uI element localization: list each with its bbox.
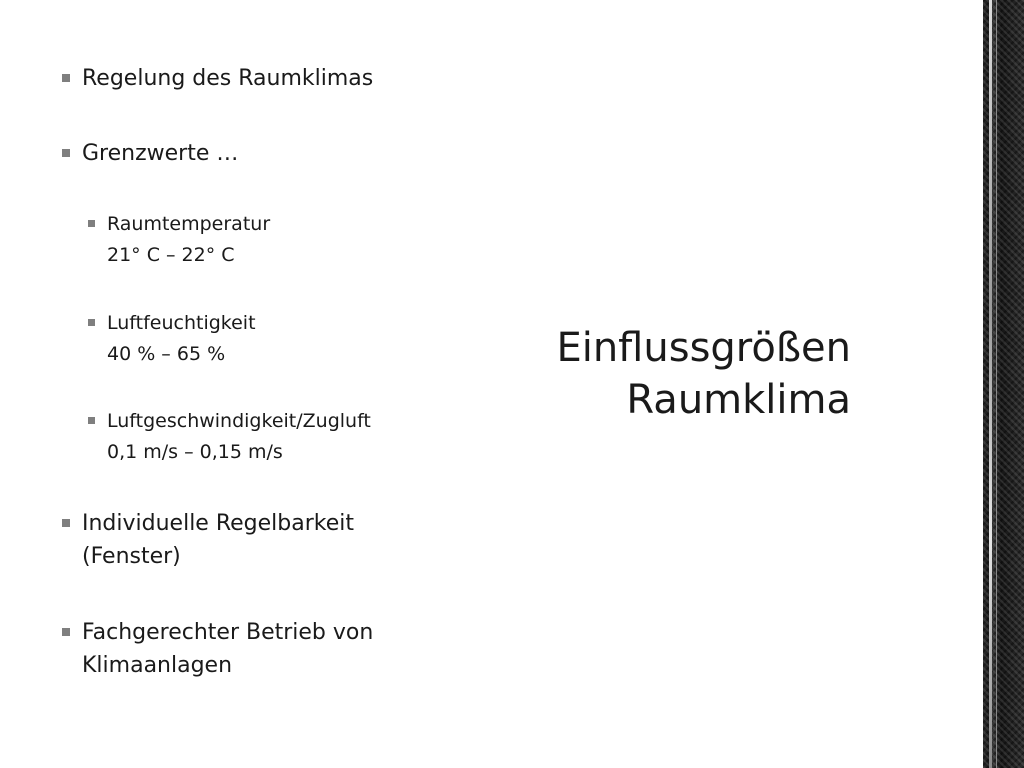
square-bullet-icon — [62, 628, 70, 636]
bullet-text: Regelung des Raumklimas — [82, 66, 374, 91]
sub-bullet-label: Raumtemperatur — [107, 213, 271, 235]
square-bullet-icon — [88, 319, 95, 326]
square-bullet-icon — [62, 74, 70, 82]
bullet-item-betrieb — [82, 616, 373, 682]
square-bullet-icon — [88, 220, 95, 227]
bullet-text: Individuelle Regelbarkeit — [82, 511, 355, 536]
slide-title-line-2: Raumklima — [626, 377, 851, 423]
sub-bullet-label: Luftfeuchtigkeit — [107, 312, 256, 334]
slide-title — [556, 322, 851, 426]
slide-title-line-1: Einflussgrößen — [556, 325, 851, 371]
bullet-item-grenzwerte — [82, 137, 238, 170]
sub-bullet-label: Luftgeschwindigkeit/Zugluft — [107, 410, 371, 432]
sub-bullet-luftfeuchtigkeit — [107, 308, 256, 370]
sub-bullet-value: 21° C – 22° C — [107, 244, 235, 266]
decorative-edge-line — [996, 0, 997, 768]
bullet-text: Fachgerechter Betrieb von — [82, 620, 374, 645]
sub-bullet-value: 40 % – 65 % — [107, 343, 226, 365]
sub-bullet-raumtemperatur — [107, 209, 270, 271]
bullet-item-regelbarkeit — [82, 507, 354, 573]
sub-bullet-value: 0,1 m/s – 0,15 m/s — [107, 441, 283, 463]
square-bullet-icon — [62, 149, 70, 157]
square-bullet-icon — [88, 417, 95, 424]
bullet-item-regelung — [82, 62, 373, 95]
sub-bullet-luftgeschwindigkeit — [107, 406, 371, 468]
square-bullet-icon — [62, 519, 70, 527]
bullet-text: (Fenster) — [82, 544, 181, 569]
bullet-text: Grenzwerte … — [82, 141, 239, 166]
bullet-text: Klimaanlagen — [82, 653, 233, 678]
decorative-edge-line — [989, 0, 992, 768]
